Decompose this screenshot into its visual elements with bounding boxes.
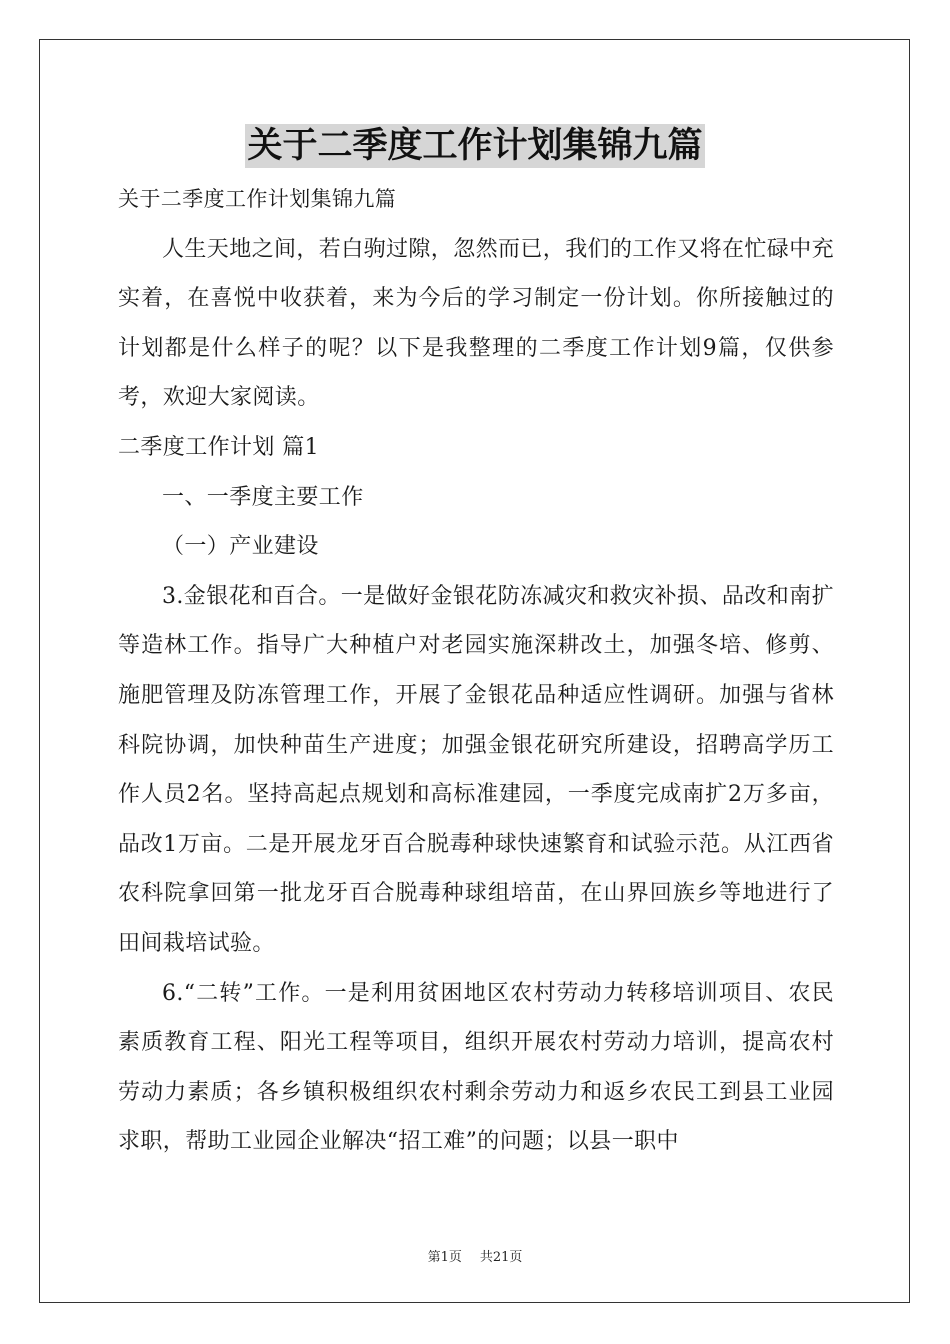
- document-body: [118, 175, 834, 1167]
- paragraph-item-3: 3.金银花和百合。一是做好金银花防冻减灾和救灾补损、品改和南扩等造林工作。指导广大种植户对老园实施深耕改土，加强冬培、修剪、施肥管理及防冻管理工作，开展了金银花品种适应性调研。加强与省林科院协调，加快种苗生产进度；加强金银花研究所建设，招聘高学历工作人员2名。坚持高起点规划和高标准建园，一季度完成南扩2万多亩，品改1万亩。二是开展龙牙百合脱毒种球快速繁育和试验示范。从江西省农科院拿回第一批龙牙百合脱毒种球组培苗，在山界回族乡等地进行了田间栽培试验。: [118, 583, 834, 956]
- title-container: [0, 124, 950, 168]
- document-title: 关于二季度工作计划集锦九篇: [247, 125, 703, 166]
- page-total: 共21页: [479, 1250, 523, 1265]
- paragraph-intro: 人生天地之间，若白驹过隙，忽然而已，我们的工作又将在忙碌中充实着，在喜悦中收获着，来为今后的学习制定一份计划。你所接触过的计划都是什么样子的呢？以下是我整理的二季度工作计划9篇，仅供参考，欢迎大家阅读。: [118, 236, 835, 411]
- paragraph-section-heading: 二季度工作计划 篇1: [118, 434, 319, 460]
- paragraph-item-6: 6.“二转”工作。一是利用贫困地区农村劳动力转移培训项目、农民素质教育工程、阳光工程等项目，组织开展农村劳动力培训，提高农村劳动力素质；各乡镇积极组织农村剩余劳动力和返乡农民工到县工业园求职，帮助工业园企业解决“招工难”的问题；以县一职中: [118, 980, 834, 1155]
- page-number: 第1页: [427, 1250, 462, 1265]
- paragraph-heading-level-1: 一、一季度主要工作: [162, 484, 364, 510]
- paragraph-subtitle: 关于二季度工作计划集锦九篇: [118, 187, 397, 211]
- page-footer: [0, 1246, 950, 1265]
- paragraph-heading-level-2: （一）产业建设: [162, 534, 319, 560]
